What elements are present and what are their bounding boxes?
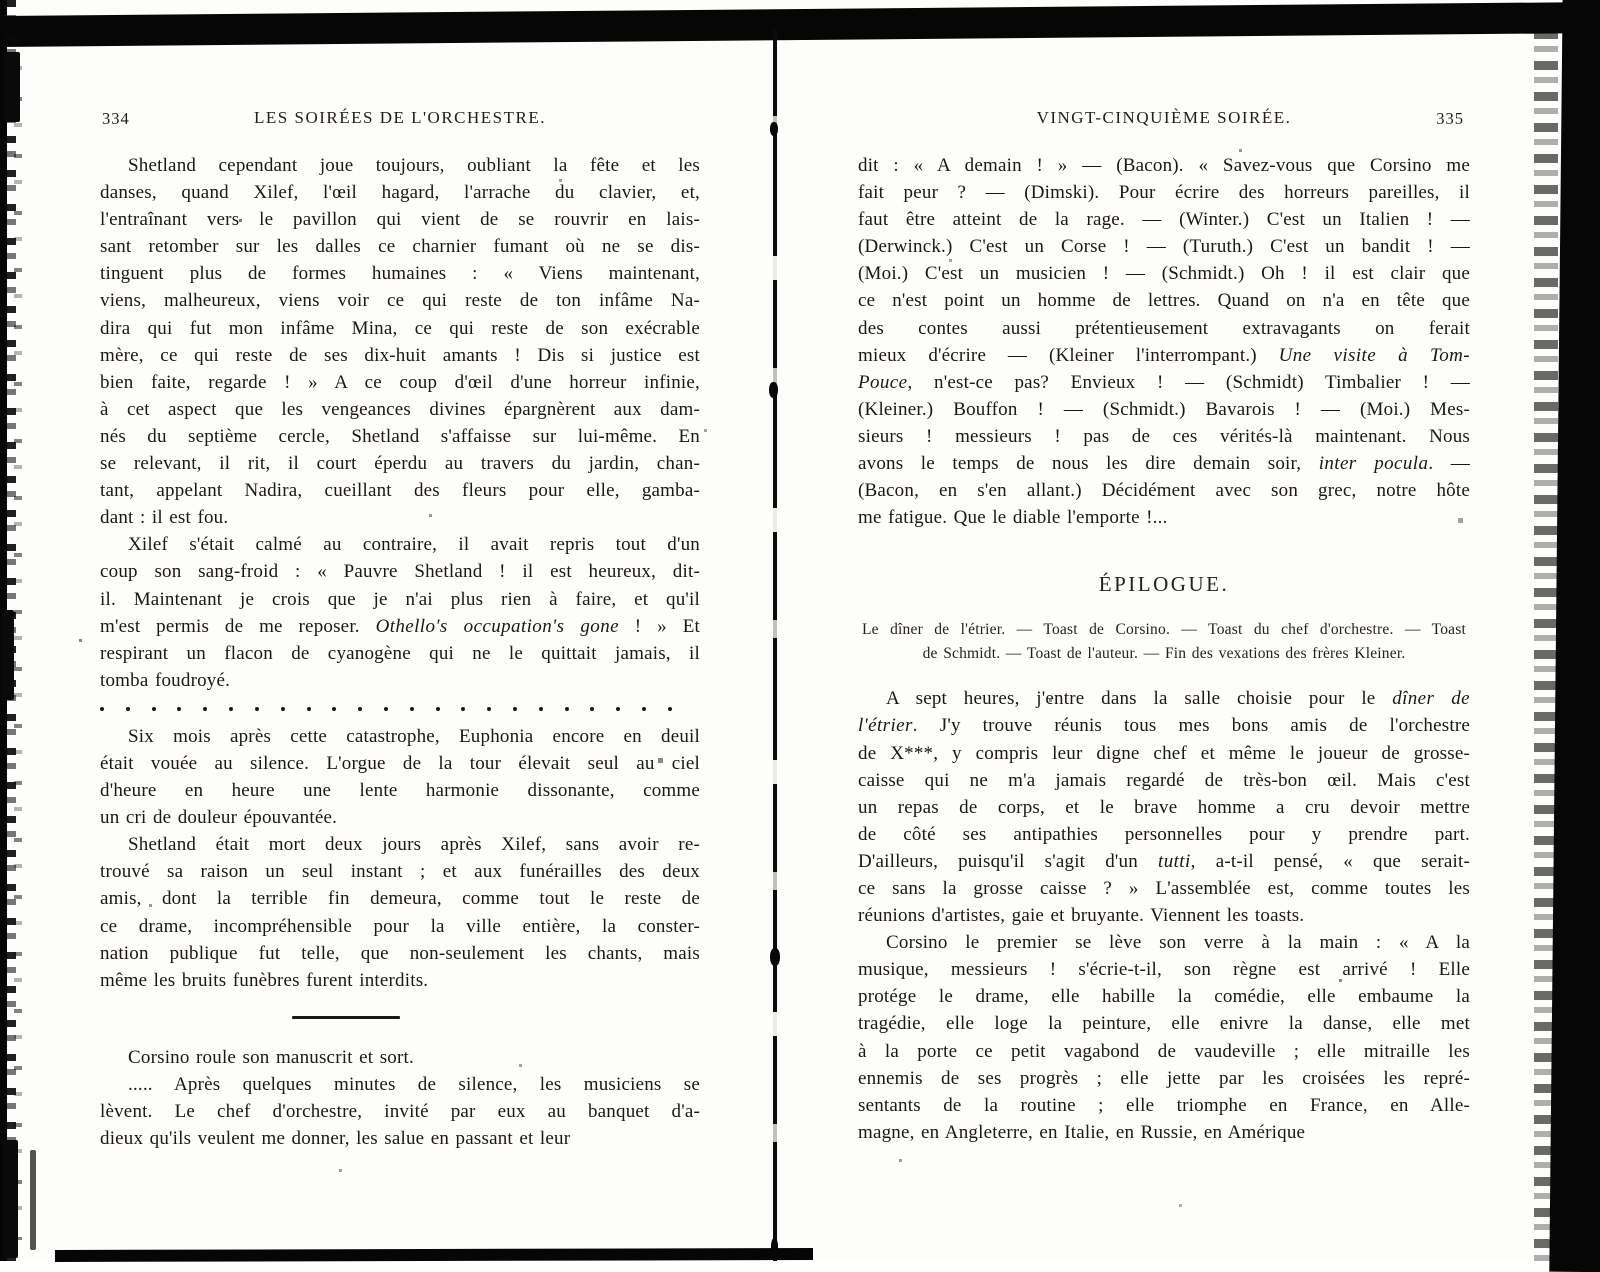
separator-dot xyxy=(461,707,465,711)
separator-dot xyxy=(358,707,362,711)
text-line: d'heure en heure une lente harmonie dissonante, comme xyxy=(100,780,700,802)
text-line: ennemis de ses progrès ; elle jette par les croisées les repré- xyxy=(858,1067,1470,1089)
text-line: A sept heures, j'entre dans la salle choisie pour le dîner de xyxy=(886,688,1470,710)
separator-dot xyxy=(229,707,233,711)
text-line: coup son sang-froid : « Pauvre Shetland ! il est heureux, dit- xyxy=(100,561,700,583)
text-line: tomba foudroyé. xyxy=(100,669,231,691)
left-page-body xyxy=(100,152,700,1152)
separator-dot xyxy=(436,707,440,711)
right-page-header xyxy=(858,106,1470,152)
separator-dot xyxy=(281,707,285,711)
text-line: protége le drame, elle habille la comédie, elle embaume la xyxy=(858,986,1470,1008)
paragraph xyxy=(100,1071,700,1152)
paragraph xyxy=(100,1044,700,1071)
text-line: Shetland était mort deux jours après Xilef, sans avoir re- xyxy=(128,834,700,856)
scan-gutter-blob xyxy=(770,948,780,966)
text-line: Six mois après cette catastrophe, Euphonia encore en deuil xyxy=(128,725,700,747)
text-line: mère, ce qui reste de ses dix-huit amants ! Dis si justice est xyxy=(100,344,700,366)
text-line: magne, en Angleterre, en Italie, en Russie, en Amérique xyxy=(858,1121,1306,1143)
argument-line: Le dîner de l'étrier. — Toast de Corsino. — Toast du chef d'orchestre. — Toast xyxy=(862,621,1466,639)
paragraph xyxy=(100,152,700,531)
separator-dot xyxy=(616,707,620,711)
scan-left-blob xyxy=(3,1140,18,1258)
section-rule xyxy=(100,994,700,1044)
text-line: à la porte ce petit vagabond de vaudeville ; elle mitraille les xyxy=(858,1040,1470,1062)
left-page xyxy=(100,106,700,1152)
separator-dot xyxy=(177,707,181,711)
text-line: (Derwinck.) C'est un Corse ! — (Turuth.) C'est un bandit ! — xyxy=(858,236,1470,258)
text-line: de côté ses antipathies personnelles pour y prendre part. xyxy=(858,823,1470,845)
text-line: bien faite, regarde ! » A ce coup d'œil d'une horreur infinie, xyxy=(100,371,700,393)
text-line: tinguent plus de formes humaines : « Viens maintenant, xyxy=(100,263,700,285)
paragraph xyxy=(100,831,700,994)
text-line: ..... Après quelques minutes de silence, les musiciens se xyxy=(128,1073,700,1095)
argument-line: de Schmidt. — Toast de l'auteur. — Fin des vexations des frères Kleiner. xyxy=(922,645,1406,663)
text-line: m'est permis de me reposer. Othello's occupation's gone ! » Et xyxy=(100,615,700,637)
left-page-number: 334 xyxy=(102,109,130,128)
text-line: tant, appelant Nadira, cueillant des fleurs pour elle, gamba- xyxy=(100,480,700,502)
separator-dot xyxy=(203,707,207,711)
text-line: trouvé sa raison un seul instant ; et aux funérailles des deux xyxy=(100,861,700,883)
paragraph xyxy=(858,685,1470,929)
text-line: me fatigue. Que le diable l'emporte !... xyxy=(858,507,1168,529)
text-line: dit : « A demain ! » — (Bacon). « Savez-vous que Corsino me xyxy=(858,155,1470,176)
text-line: il. Maintenant je crois que je n'ai plus rien à faire, et qu'il xyxy=(100,588,700,610)
scan-right-edge-noise xyxy=(1534,30,1558,1261)
text-line: sant retomber sur les dalles ce charnier fumant où ne se dis- xyxy=(100,236,700,258)
text-line: des contes aussi prétentieusement extravagants on ferait xyxy=(858,317,1470,339)
text-line: un repas de corps, et le brave homme a cru devoir mettre xyxy=(858,796,1470,818)
separator-dot xyxy=(539,707,543,711)
text-line: respirant un flacon de cyanogène qui ne le quittait jamais, il xyxy=(100,642,700,664)
text-line: lèvent. Le chef d'orchestre, invité par eux au banquet d'a- xyxy=(100,1101,700,1122)
separator-dot xyxy=(642,707,646,711)
text-line: viens, malheureux, viens voir ce qui reste de ton infâme Na- xyxy=(100,290,700,312)
text-line: l'entraînant vers le pavillon qui vient de se rouvrir en lais- xyxy=(100,209,700,231)
scan-top-edge-bar xyxy=(0,2,1600,47)
text-line: de X***, y compris leur digne chef et même le joueur de grosse- xyxy=(858,742,1470,764)
text-line: fait peur ? — (Dimski). Pour écrire des horreurs pareilles, il xyxy=(858,182,1470,204)
separator-dot xyxy=(513,707,517,711)
text-line: un cri de douleur épouvantée. xyxy=(100,807,338,829)
paragraph xyxy=(858,152,1470,531)
scan-left-edge-noise-2 xyxy=(14,40,22,1240)
right-page xyxy=(858,106,1470,1146)
text-line: avons le temps de nous les dire demain soir, inter pocula. — xyxy=(858,453,1470,475)
paragraph xyxy=(100,531,700,694)
paragraph xyxy=(100,723,700,831)
text-line: se relevant, il rit, il court éperdu au travers du jardin, chan- xyxy=(100,453,700,475)
text-line: (Bacon, en s'en allant.) Décidément avec son grec, notre hôte xyxy=(858,480,1470,502)
text-line: Shetland cependant joue toujours, oubliant la fête et les xyxy=(128,155,700,176)
separator-dot xyxy=(255,707,259,711)
right-page-body xyxy=(858,152,1470,1146)
text-line: sentants de la routine ; elle triomphe en France, en Alle- xyxy=(858,1094,1470,1116)
separator-dot xyxy=(152,707,156,711)
text-line: nés du septième cercle, Shetland s'affaisse sur lui-même. En xyxy=(100,425,700,447)
text-line: (Kleiner.) Bouffon ! — (Schmidt.) Bavarois ! — (Moi.) Mes- xyxy=(858,398,1470,420)
right-page-number: 335 xyxy=(1436,109,1464,128)
text-line: faut être atteint de la rage. — (Winter.) C'est un Italien ! — xyxy=(858,209,1470,231)
text-line: D'ailleurs, puisqu'il s'agit d'un tutti, a-t-il pensé, « que serait- xyxy=(858,850,1470,872)
separator-dot xyxy=(307,707,311,711)
text-line: réunions d'artistes, gaie et bruyante. Viennent les toasts. xyxy=(858,905,1305,927)
text-line: Corsino le premier se lève son verre à la main : « A la xyxy=(886,932,1470,954)
scan-speckle-noise xyxy=(0,0,1,1)
text-line: ce sans la grosse caisse ? » L'assemblée est, comme toutes les xyxy=(858,877,1470,899)
dotted-separator xyxy=(100,694,672,723)
text-line: nation publique fut telle, que non-seulement les chants, mais xyxy=(100,942,700,964)
scan-bottom-edge-bar xyxy=(55,1248,813,1262)
scan-gutter-blob xyxy=(770,122,778,136)
text-line: mieux d'écrire — (Kleiner l'interrompant.) Une visite à Tom- xyxy=(858,344,1470,366)
text-line: dant : il est fou. xyxy=(100,507,229,529)
text-line: ce drame, incompréhensible pour la ville entière, la conster- xyxy=(100,915,700,937)
separator-dot xyxy=(668,707,672,711)
text-line: tragédie, elle loge la peinture, elle enivre la danse, elle met xyxy=(858,1013,1470,1035)
scan-left-blob xyxy=(30,1150,36,1250)
separator-dot xyxy=(126,707,130,711)
left-running-title: LES SOIRÉES DE L'ORCHESTRE. xyxy=(254,108,546,127)
separator-dot xyxy=(565,707,569,711)
text-line: caisse qui ne m'a jamais regardé de très-bon œil. Mais c'est xyxy=(858,769,1470,791)
separator-dot xyxy=(487,707,491,711)
scan-gutter-blob xyxy=(769,382,778,398)
left-page-header xyxy=(100,106,700,152)
chapter-argument xyxy=(858,618,1470,666)
text-line: Xilef s'était calmé au contraire, il avait repris tout d'un xyxy=(128,534,700,556)
text-line: Corsino roule son manuscrit et sort. xyxy=(128,1046,414,1068)
separator-dot xyxy=(384,707,388,711)
separator-dot xyxy=(100,707,104,711)
text-line: Pouce, n'est-ce pas? Envieux ! — (Schmidt) Timbalier ! — xyxy=(858,371,1470,393)
separator-dot xyxy=(590,707,594,711)
epilogue-heading: ÉPILOGUE. xyxy=(1098,572,1230,597)
text-line: sieurs ! messieurs ! pas de ces vérités-là maintenant. Nous xyxy=(858,425,1470,447)
text-line: musique, messieurs ! s'écrie-t-il, son règne est arrivé ! Elle xyxy=(858,959,1470,981)
text-line: amis, dont la terrible fin demeura, comme tout le reste de xyxy=(100,888,700,910)
right-running-title: VINGT-CINQUIÈME SOIRÉE. xyxy=(1036,108,1292,127)
text-line: était vouée au silence. L'orgue de la tour élevait seul au ciel xyxy=(100,752,700,774)
scan-left-blob xyxy=(2,610,14,700)
text-line: à cet aspect que les vengeances divines épargnèrent aux dam- xyxy=(100,398,700,420)
separator-dot xyxy=(410,707,414,711)
text-line: ce n'est point un homme de lettres. Quand on n'a en tête que xyxy=(858,290,1470,312)
text-line: danses, quand Xilef, l'œil hagard, l'arrache du clavier, et, xyxy=(100,182,700,204)
text-line: dira qui fut mon infâme Mina, ce qui reste de son exécrable xyxy=(100,317,700,339)
text-line: (Moi.) C'est un musicien ! — (Schmidt.) Oh ! il est clair que xyxy=(858,263,1470,285)
text-line: l'étrier. J'y trouve réunis tous mes bons amis de l'orchestre xyxy=(858,715,1470,737)
paragraph xyxy=(858,929,1470,1146)
text-line: dieux qu'ils veulent me donner, les salue en passant et leur xyxy=(100,1128,571,1150)
rule-line xyxy=(292,1016,400,1019)
separator-dot xyxy=(332,707,336,711)
scan-left-blob xyxy=(4,52,20,122)
text-line: même les bruits funèbres furent interdits. xyxy=(100,969,429,991)
scan-gutter-line xyxy=(773,28,777,1261)
